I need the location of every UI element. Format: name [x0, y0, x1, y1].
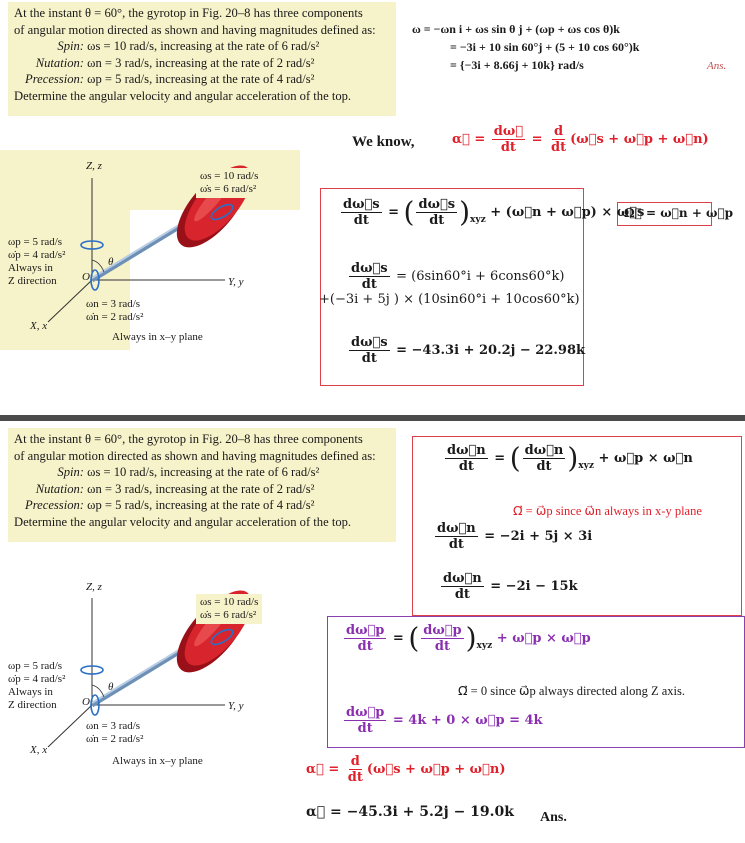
fig-bottom-o-label: O [82, 696, 90, 708]
dwp-num-1: dω⃗p [346, 623, 385, 638]
nutation-eq-1: $\frac{d\omega⃗n}{dt}$ = ( $\frac{d\omega⃗n}{dt}$ )$_{xyz}$ + ω⃗p × ω⃗n [447, 441, 693, 475]
nutation-cross-term: + ω⃗p × ω⃗n [598, 451, 693, 466]
fig-bottom-wp-dot: ω̇p = 4 rad/s² [8, 673, 66, 685]
d-numerator: d [554, 124, 564, 139]
problem-line-2-b: of angular motion directed as shown and having magnitudes defined as: [14, 448, 376, 463]
spin-label-b: Spin: [57, 465, 84, 480]
fig-top-x-label: X, x [30, 320, 48, 332]
fig-top-always-xy: Always in x–y plane [112, 331, 203, 343]
fig-bottom-ws-box [196, 594, 262, 624]
dt-denominator: dt [500, 140, 516, 155]
final-sum: (ω⃗s + ω⃗p + ω⃗n) [366, 762, 506, 777]
fig-bottom-x-label: X, x [30, 744, 48, 756]
fig-top-wp-group [8, 236, 65, 288]
fig-bottom-always-xy: Always in x–y plane [112, 755, 203, 767]
precession-value-b: ωp = 5 rad/s, increasing at the rate of 4 rad/s² [87, 498, 315, 513]
fig-bottom-y-label: Y, y [228, 700, 244, 712]
fig-bottom-theta-label: θ [108, 681, 114, 693]
nutation-derivative-box [412, 436, 742, 616]
dwn-den-3: dt [448, 537, 464, 552]
sum-of-omegas: (ω⃗s + ω⃗p + ω⃗n) [570, 132, 709, 147]
precession-label: Precession: [25, 72, 84, 87]
nutation-eq-3 [439, 571, 578, 602]
final-alpha-symbol: α⃗ [306, 762, 324, 777]
fig-bottom-ws: ωs = 10 rad/s [200, 596, 259, 608]
fig-top-z-label: Z, z [86, 160, 102, 172]
problem-statement-top [8, 2, 396, 116]
spin-eq-1: $\frac{d\omega⃗s}{dt}$ = ( $\frac{d\omega⃗s}{dt}$ )$_{xyz}$ + (ω⃗n + ω⃗p) × ω⃗s [343, 195, 645, 229]
dws-num-2: dω⃗s [418, 197, 456, 212]
final-result: α⃗ = −45.3i + 5.2j − 19.0k [306, 804, 514, 820]
alpha-definition: α⃗ = $\frac{d\omega⃗}{dt}$ = $\frac{d}{dt}$ (ω⃗s + ω⃗p + ω⃗n) [452, 124, 709, 155]
spin-label: Spin: [57, 39, 84, 54]
nutation-step-1: = −2i + 5j × 3i [484, 529, 593, 544]
fig-top-wp: ωp = 5 rad/s [8, 236, 63, 248]
precession-cross-term: + ω⃗p × ω⃗p [496, 631, 591, 646]
fig-bottom-wp: ωp = 5 rad/s [8, 660, 63, 672]
fig-top-ws-box [196, 168, 262, 198]
fig-top-wn-group [86, 298, 143, 324]
dws-den-2: dt [429, 213, 445, 228]
dwn-den-4: dt [454, 587, 470, 602]
book-solution-line-3: = {−3i + 8.66j + 10k} rad/s [450, 58, 584, 72]
final-sum-eq: α⃗ = $\frac{d}{dt}$ (ω⃗s + ω⃗p + ω⃗n) [306, 754, 506, 785]
spin-value-b: ωs = 10 rad/s, increasing at the rate of 6 rad/s² [87, 465, 320, 480]
fig-bottom-wp-group [8, 660, 65, 712]
problem-line-6-b: Determine the angular velocity and angular acceleration of the top. [14, 514, 352, 529]
dwn-num-4: dω⃗n [443, 571, 482, 586]
precession-value: ωp = 5 rad/s, increasing at the rate of 4 rad/s² [87, 72, 315, 87]
spin-step-1: = (6sin60°i + 6cons60°k) [396, 269, 565, 284]
dwp-num-3: dω⃗p [346, 705, 385, 720]
fig-bottom-z-direction: Z direction [8, 699, 57, 711]
spin-cross-term: + (ω⃗n + ω⃗p) × ω⃗s [490, 205, 645, 220]
fig-top-ws: ωs = 10 rad/s [200, 170, 259, 182]
fig-bottom-z-label: Z, z [86, 581, 102, 593]
spin-result: = −43.3i + 20.2j − 22.98k [396, 343, 586, 358]
spin-eq-2 [347, 261, 564, 292]
dwn-num-3: dω⃗n [437, 521, 476, 536]
dws-num-1: dω⃗s [343, 197, 380, 212]
fig-bottom-wn-dot: ω̇n = 2 rad/s² [86, 733, 144, 745]
dws-den-4: dt [361, 351, 377, 366]
dws-den-3: dt [361, 277, 377, 292]
omega-definition: Ω⃗ = ω⃗n + ω⃗p [624, 206, 734, 220]
problem-statement-bottom [8, 428, 396, 542]
fig-bottom-wn: ωn = 3 rad/s [86, 720, 141, 732]
book-solution-ans: Ans. [707, 60, 727, 72]
precession-xyz-subscript: xyz [476, 641, 493, 651]
book-solution-line-1: ω = −ωn i + ωs sin θ j + (ωp + ωs cos θ)k [412, 22, 620, 36]
fig-bottom-always-in: Always in [8, 686, 53, 698]
nutation-xyz-subscript: xyz [578, 461, 595, 471]
fig-top-ws-dot: ω̇s = 6 rad/s² [200, 183, 257, 195]
nutation-result: = −2i − 15k [490, 579, 578, 594]
section-divider [0, 415, 745, 421]
fig-top-wn-dot: ω̇n = 2 rad/s² [86, 311, 144, 323]
final-d-num: d [350, 754, 360, 769]
problem-line-6: Determine the angular velocity and angular acceleration of the top. [14, 88, 352, 103]
dwn-num-1: dω⃗n [447, 443, 486, 458]
fig-top-wn: ωn = 3 rad/s [86, 298, 141, 310]
fig-top-y-label: Y, y [228, 276, 244, 288]
we-know-label: We know, [352, 134, 415, 150]
precession-label-b: Precession: [25, 498, 84, 513]
precession-eq-1: $\frac{d\omega⃗p}{dt}$ = ( $\frac{d\omega⃗p}{dt}$ )$_{xyz}$ + ω⃗p × ω⃗p [346, 621, 591, 655]
book-solution [412, 20, 742, 74]
precession-eq-2 [342, 705, 543, 736]
final-dt-den: dt [347, 770, 363, 785]
nutation-note: Ω⃗ = ω⃗p since ω⃗n always in x-y plane [513, 504, 702, 518]
dwn-num-2: dω⃗n [524, 443, 564, 458]
dws-num-4: dω⃗s [351, 335, 388, 350]
nutation-value-b: ωn = 3 rad/s, increasing at the rate of 2 rad/s² [87, 481, 315, 496]
fig-top-always-in: Always in [8, 262, 53, 274]
alpha-symbol: α⃗ [452, 132, 470, 147]
spin-step-2: +(−3i + 5j ) × (10sin60°i + 10cos60°k) [319, 292, 580, 307]
dt-denominator-2: dt [551, 140, 567, 155]
dw-numerator: dω⃗ [493, 124, 524, 139]
problem-line-1-b: At the instant θ = 60°, the gyrotop in Fig. 20–8 has three components [14, 432, 363, 446]
nutation-label-b: Nutation: [35, 481, 84, 496]
precession-derivative-box [327, 616, 745, 748]
fig-top-o-label: O [82, 271, 90, 283]
fig-bottom-ws-dot: ω̇s = 6 rad/s² [200, 609, 257, 621]
dws-den-1: dt [353, 213, 369, 228]
precession-result: = 4k + 0 × ω⃗p = 4k [392, 713, 543, 728]
dws-num-3: dω⃗s [351, 261, 388, 276]
dwp-num-2: dω⃗p [423, 623, 462, 638]
nutation-eq-2 [433, 521, 592, 552]
nutation-label: Nutation: [35, 55, 84, 70]
spin-eq-3 [347, 335, 585, 366]
dwn-den-1: dt [458, 459, 474, 474]
spin-value: ωs = 10 rad/s, increasing at the rate of 6 rad/s² [87, 39, 320, 54]
dwn-den-2: dt [536, 459, 552, 474]
spin-xyz-subscript: xyz [470, 215, 486, 225]
problem-line-1: At the instant θ = 60°, the gyrotop in Fig. 20–8 has three components [14, 6, 363, 20]
nutation-value: ωn = 3 rad/s, increasing at the rate of 2 rad/s² [87, 55, 315, 70]
dwp-den-3: dt [357, 721, 373, 736]
fig-top-theta-label: θ [108, 256, 114, 268]
problem-line-2: of angular motion directed as shown and having magnitudes defined as: [14, 22, 376, 37]
precession-note: Ω⃗ = 0 since ω⃗p always directed along Z axis. [458, 684, 686, 698]
dwp-den-1: dt [357, 639, 373, 654]
book-solution-line-2: = −3i + 10 sin 60°j + (5 + 10 cos 60°)k [450, 40, 640, 54]
spin-derivative-box [319, 188, 645, 386]
fig-top-wp-dot: ω̇p = 4 rad/s² [8, 249, 66, 261]
fig-bottom-wn-group [86, 720, 143, 746]
fig-top-z-direction: Z direction [8, 275, 57, 287]
final-ans: Ans. [540, 810, 567, 825]
dwp-den-2: dt [434, 639, 450, 654]
